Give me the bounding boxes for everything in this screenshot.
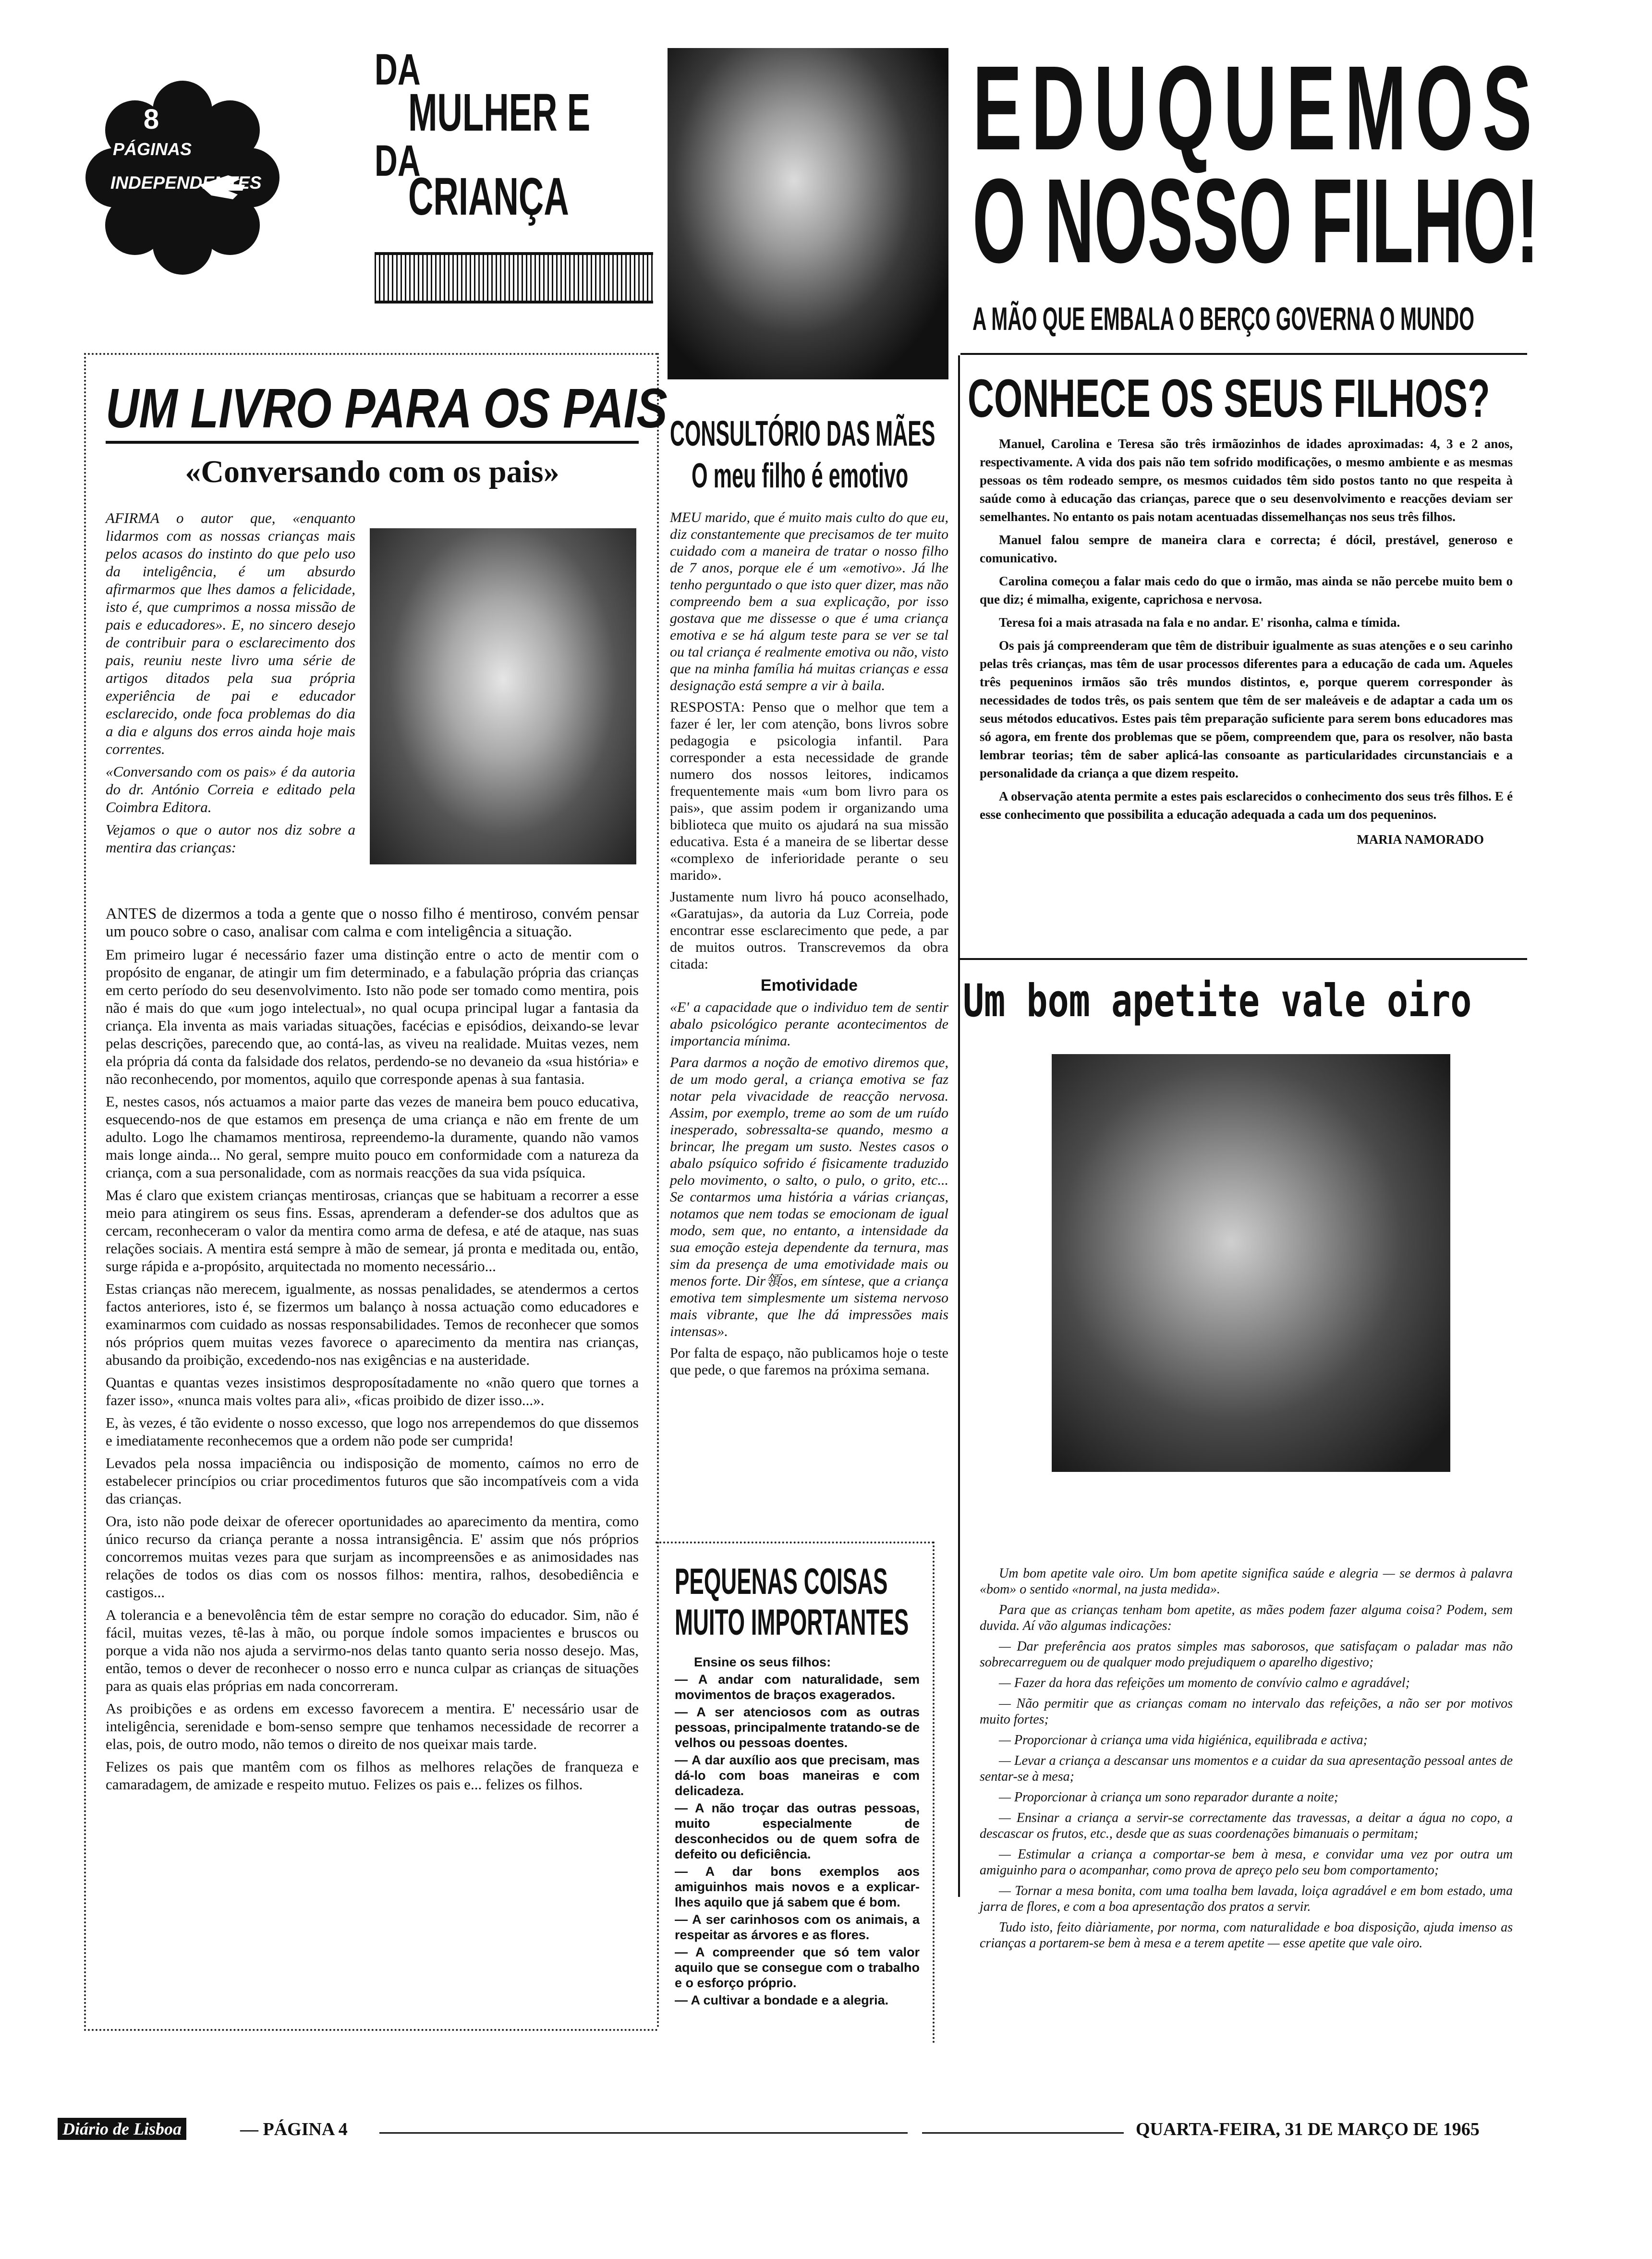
livro-body-p6: Quantas e quantas vezes insistimos desproposítadamente no «não quero que tornes a fazer isso», «nunca mais voltes para ali», «ficas proibido de dizer isso...». xyxy=(106,1374,639,1409)
apetite-closing: Tudo isto, feito diàriamente, por norma, com naturalidade e boa disposição, ajuda imenso as crianças a portarem-se bem à mesa e a terem apetite — esse apetite que vale oiro. xyxy=(980,1920,1513,1951)
footer-rule-left xyxy=(379,2132,908,2134)
consultorio-body xyxy=(670,509,948,1383)
livro-body-p8: Levados pela nossa impaciência ou indisposição de momento, caímos no erro de estabelecer princípios ou criar procedimentos futuros que são incompatíveis com a vida das crianças. xyxy=(106,1455,639,1507)
apetite-item-7: — Ensinar a criança a servir-se correctamente das travessas, a deitar a água no copo, a descascar os frutos, etc., desde que as suas coordenações bimanuais o permitam; xyxy=(980,1810,1513,1841)
headline-line2: O NOSSO FILHO! xyxy=(972,154,1539,288)
livro-frame-right xyxy=(657,353,659,2029)
photo-boy-plate xyxy=(1052,1054,1450,1472)
pequenas-item-5: — A dar bons exemplos aos amiguinhos mais novos e a explicar-lhes aquilo que já sabem que é bom. xyxy=(675,1864,920,1909)
badge-number: 8 xyxy=(143,104,159,135)
livro-intro-p1: AFIRMA o autor que, «enquanto lidarmos com as nossas crianças mais pelos acasos do instinto do que pelo uso da inteligência, é um absurdo afirmarmos que lhes damos a felicidade, isto é, que cumprimos a nossa missão de pais e educadores». E, no sincero desejo de contribuir para o esclarecimento dos pais, reuniu neste livro uma série de artigos ditados pela sua própria experiência de pai e educador esclarecido, onde foca problemas do dia a dia e alguns dos erros ainda hoje mais correntes. xyxy=(106,510,355,757)
consultorio-closing: Por falta de espaço, não publicamos hoje o teste que pede, o que faremos na próxima semana. xyxy=(670,1345,948,1378)
apetite-title: Um bom apetite vale oiro xyxy=(963,975,1472,1027)
conhece-title: CONHECE OS SEUS FILHOS? xyxy=(968,368,1490,428)
right-column-rule xyxy=(958,355,960,1897)
livro-frame-left xyxy=(84,353,86,2029)
pequenas-frame-top xyxy=(656,1542,934,1543)
consultorio-emotividade-p1: «E' a capacidade que o individuo tem de sentir abalo psicológico perante acontecimentos de importancia mínima. xyxy=(670,999,948,1049)
apetite-rule xyxy=(958,958,1527,960)
footer-rule-right xyxy=(922,2132,1124,2134)
livro-body-p3: E, nestes casos, nós actuamos a maior parte das vezes de maneira bem pouco educativa, esquecendo-nos de que estamos em presença de uma criança e não em frente de um adulto. Logo lhe chamamos mentirosa, repreendemo-la duramente, quando não vamos mais longe ainda... No geral, sempre muito pouco em conformidade com a natureza da criança, com a sua personalidade, com as normais reacções da sua vida psíquica. xyxy=(106,1093,639,1181)
apetite-item-1: — Dar preferência aos pratos simples mas saborosos, que satisfaçam o paladar mas não sobrecarreguem ou de qualquer modo prejudiquem o aparelho digestivo; xyxy=(980,1639,1513,1670)
pequenas-lead: Ensine os seus filhos: xyxy=(694,1655,831,1669)
consultorio-emotividade-title: Emotividade xyxy=(760,976,858,995)
apetite-item-2: — Fazer da hora das refeições um momento de convívio calmo e agradável; xyxy=(999,1676,1410,1690)
consultorio-subtitle: O meu filho é emotivo xyxy=(692,457,909,495)
livro-frame-bottom xyxy=(84,2029,658,2031)
livro-body-p7: E, às vezes, é tão evidente o nosso excesso, que logo nos arrependemos do que dissemos e imediatamente reconhecemos que a ordem não pode ser cumprida! xyxy=(106,1414,639,1449)
section-title xyxy=(375,45,653,240)
headline-subtitle: A MÃO QUE EMBALA O BERÇO GOVERNA O MUNDO xyxy=(972,301,1474,337)
section-title-line1: DA xyxy=(375,45,421,94)
pequenas-item-1: — A andar com naturalidade, sem movimentos de braços exagerados. xyxy=(675,1672,920,1702)
consultorio-answer-p1: RESPOSTA: Penso que o melhor que tem a fazer é ler, ler com atenção, bons livros sobre pedagogia e psicologia infantil. Para corresponder a esta necessidade de grande numero dos nossos leitores, indicamos frequentemente mais «um bom livro para os pais», que assim podem ir organizando uma biblioteca que muito os ajudará na sua missão educativa. Esta é a maneira de se libertar desse «complexo de inferioridade perante o seu marido». xyxy=(670,699,948,883)
livro-body-p12: Felizes os pais que mantêm com os filhos as melhores relações de franqueza e camaradagem, de amizade e respeito mutuo. Felizes os pais e... felizes os filhos. xyxy=(106,1758,639,1793)
pequenas-item-2: — A ser atenciosos com as outras pessoas, principalmente tratando-se de velhos ou pessoas doentes. xyxy=(675,1705,920,1750)
section-title-line4: CRIANÇA xyxy=(408,167,569,226)
photo-child-headline xyxy=(668,48,948,379)
footer-masthead: Diário de Lisboa xyxy=(58,2118,186,2140)
livro-body-p9: Ora, isto não pode deixar de oferecer oportunidades ao aparecimento da mentira, como único recurso da criança perante a nossa intransigência. E' assim que nós próprios concorremos muitas vezes para que surjam as incompreensões e as animosidades nas relações de todos os dias com os nossos filhos: mentira, ralhos, desobediência e castigos... xyxy=(106,1513,639,1601)
pequenas-item-8: — A cultivar a bondade e a alegria. xyxy=(675,1993,889,2007)
apetite-item-8: — Estimular a criança a comportar-se bem à mesa, e convidar uma vez por outra um amiguinho para o acompanhar, como prova de apreço pelo seu bom comportamento; xyxy=(980,1847,1513,1878)
conhece-p6: A observação atenta permite a estes pais esclarecidos o conhecimento dos seus três filhos. E é esse conhecimento que possibilita a educação adequada a cada um dos pequeninos. xyxy=(980,789,1513,822)
apetite-item-5: — Levar a criança a descansar uns momentos e a cuidar da sua apresentação pessoal antes de sentar-se à mesa; xyxy=(980,1753,1513,1784)
headline-line1: EDUQUEMOS xyxy=(972,41,1541,175)
apetite-item-3: — Não permitir que as crianças comam no intervalo das refeições, a não ser por motivos muito fortes; xyxy=(980,1696,1513,1727)
apetite-intro: Um bom apetite vale oiro. Um bom apetite significa saúde e alegria — se dermos à palavra «bom» o sentido «normal, na justa medida». xyxy=(980,1566,1513,1597)
pequenas-item-6: — A ser carinhosos com os animais, a respeitar as árvores e as flores. xyxy=(675,1912,920,1942)
apetite-question: Para que as crianças tenham bom apetite, as mães podem fazer alguma coisa? Podem, sem duvida. Aí vão algumas indicações: xyxy=(980,1603,1513,1633)
livro-frame-top xyxy=(84,353,658,355)
livro-intro-p2: «Conversando com os pais» é da autoria do dr. António Correia e editado pela Coimbra Editora. xyxy=(106,763,355,815)
section-title-line2: MULHER E xyxy=(408,83,591,142)
livro-body-p10: A tolerancia e a benevolência têm de estar sempre no coração do educador. Sim, não é fácil, muitas vezes, tê-las à mão, ou porque índole somos impacientes e bruscos ou porque a vida não nos ajuda a servirmo-nos delas tanto quanto seria nosso desejo. Mas, então, temos o dever de reconhecer o nosso erro e nunca culpar as crianças de situações para as quais elas próprias em nada concorreram. xyxy=(106,1606,639,1694)
pequenas-item-3: — A dar auxílio aos que precisam, mas dá-lo com boas maneiras e com delicadeza. xyxy=(675,1753,920,1798)
footer-page: — PÁGINA 4 xyxy=(240,2119,348,2139)
pequenas-item-7: — A compreender que só tem valor aquilo que se consegue com o trabalho e o esforço próprio. xyxy=(675,1945,920,1990)
pequenas-title-line2: MUITO IMPORTANTES xyxy=(675,1602,909,1643)
pequenas-list xyxy=(675,1654,920,2010)
pequenas-frame-right xyxy=(933,1542,935,2043)
livro-body-p2: Em primeiro lugar é necessário fazer uma distinção entre o acto de mentir com o propósito de enganar, de atingir um fim determinado, e a fabulação própria das crianças em certo período do seu desenvolvimento. Isto não pode ser tomado como mentira, pois não é mais do que «um jogo intelectual», no qual ocupa principal lugar a fantasia da criança. Ela inventa as mais variadas situações, facécias e episódios, deixando-se levar pelas descrições, parecendo que, ao contá-las, as viveu na realidade. Muitas vezes, nem ela própria dá conta da falsidade dos relatos, perdendo-se no devaneio da «sua história» e não reconhecendo, por momentos, aquilo que corresponde apenas à sua fantasia. xyxy=(106,946,639,1087)
headline-rule xyxy=(960,353,1527,355)
livro-body-p5: Estas crianças não merecem, igualmente, as nossas penalidades, se atendermos a certos factos anteriores, isto é, se fizermos um balanço à nossa actuação como educadores e examinarmos com cuidado as nossas responsabilidades. Temos de reconhecer que somos nós próprios quem muitas vezes favorece o aparecimento da mentira nas crianças, abusando da proibição, excedendo-nos nas exigências e na austeridade. xyxy=(106,1280,639,1368)
pequenas-item-4: — A não troçar das outras pessoas, muito especialmente de desconhecidos ou de quem sofra de defeito ou deficiência. xyxy=(675,1801,920,1861)
conhece-author: MARIA NAMORADO xyxy=(1357,832,1484,847)
livro-intro xyxy=(106,509,355,861)
conhece-p1: Manuel, Carolina e Teresa são três irmãozinhos de idades aproximadas: 4, 3 e 2 anos, respectivamente. A vida dos pais não tem sofrido modificações, o mesmo ambiente e as mesmas pessoas os têm rodeado sempre, os mesmos cuidados têm sido postos tanto no que respeita à saúde como à educação das crianças, parece que o seu desenvolvimento e reacções deviam ser semelhantes. No entanto os pais notam acentuadas dissemelhanças nos seus três filhos. xyxy=(980,437,1513,524)
livro-title-rule xyxy=(106,441,639,444)
section-title-ornament xyxy=(375,252,653,304)
consultorio-emotividade-p2: Para darmos a noção de emotivo diremos que, de um modo geral, a criança emotiva se faz notar pela vivacidade de reacção nervosa. Assim, por exemplo, treme ao som de um ruído inesperado, sobressalta-se quando, mesmo a brincar, lhe pregam um susto. Nestes casos o abalo psíquico sofrido é fisicamente traduzido pelo movimento, o salto, o pulo, o grito, etc... Se contarmos uma história a várias crianças, notamos que nem todas se emocionam de igual modo, sem que, no entanto, a intensidade da sua emoção esteja dependente da ternura, mas sim da presença de uma emotividade mais ou menos forte. Dir領os, em síntese, que a criança emotiva tem simplesmente um sistema nervoso mais vibrante, que lhe dá impressões mais intensas». xyxy=(670,1055,948,1339)
conhece-p4: Teresa foi a mais atrasada na fala e no andar. E' risonha, calma e tímida. xyxy=(999,615,1400,630)
conhece-p3: Carolina começou a falar mais cedo do que o irmão, mas ainda se não percebe muito bem o que diz; é mimalha, exigente, caprichosa e nervosa. xyxy=(980,574,1513,607)
consultorio-title: CONSULTÓRIO DAS MÃES xyxy=(670,413,935,453)
livro-body-p11: As proibições e as ordens em excesso favorecem a mentira. E' necessário usar de inteligência, serenidade e bom-senso sempre que tenhamos necessidade de recorrer a elas, pois, de outro modo, não temos o direito de nos queixar mais tarde. xyxy=(106,1700,639,1752)
footer-date: QUARTA-FEIRA, 31 DE MARÇO DE 1965 xyxy=(1136,2119,1480,2139)
pequenas-title-line1: PEQUENAS COISAS xyxy=(675,1561,888,1602)
conhece-body xyxy=(980,435,1513,853)
apetite-item-9: — Tornar a mesa bonita, com uma toalha bem lavada, loiça agradável e em bom estado, uma jarra de flores, e com a boa apresentação dos pratos a servir. xyxy=(980,1883,1513,1914)
livro-title: UM LIVRO PARA OS PAIS xyxy=(106,377,668,439)
section-title-line3: DA xyxy=(375,136,421,185)
conhece-p5: Os pais já compreenderam que têm de distribuir igualmente as suas atenções e o seu carinho pelas três crianças, mas têm de usar processos diferentes para a educação de cada um. Aqueles três pequeninos irmãos são três mundos distintos, e, porque querem corresponder às necessidades de todos três, os pais sentem que têm de ser maleáveis e de adaptar a cada um os seus métodos educativos. Estes pais têm preparação suficiente para serem bons educadores mas só agora, em frente dos problemas que se põem, compreendem que, para os resolver, não basta lembrar teorias; têm de saber aplicá-las consoante as particularidades circunstanciais e a personalidade da criança a que dizem respeito. xyxy=(980,638,1513,780)
apetite-body xyxy=(980,1566,1513,1956)
livro-intro-p3: Vejamos o que o autor nos diz sobre a mentira das crianças: xyxy=(106,821,355,856)
consultorio-question: MEU marido, que é muito mais culto do que eu, diz constantemente que precisamos de ter muito cuidado com a maneira de tratar o nosso filho de 7 anos, porque ele é um «emotivo». Já lhe tenho perguntado o que isto quer dizer, mas não compreendo bem a sua explicação, por isso gostava que me dissesse o que é uma criança emotiva e se há algum teste para se ver se tal ou tal criança é realmente emotiva ou não, visto que na minha família há muitas crianças e essa designação está sempre a vir à baila. xyxy=(670,510,948,693)
consultorio-answer-p2: Justamente num livro há pouco aconselhado, «Garatujas», da autoria da Luz Correia, pode encontrar esse esclarecimento que pede, a par de muitos outros. Transcrevemos da obra citada: xyxy=(670,889,948,972)
livro-subtitle: «Conversando com os pais» xyxy=(185,454,559,489)
photo-girl xyxy=(370,528,636,864)
livro-body-p4: Mas é claro que existem crianças mentirosas, crianças que se habituam a recorrer a esse meio para atingirem os seus fins. Essas, aprenderam a defender-se dos adultos que as cercam, reconheceram o valor da mentira como arma de defesa, e até de ataque, nas suas relações sociais. A mentira está sempre à mão de semear, já pronta e meditada ou, então, surge rápida e a-propósito, arquitectada no momento necessário... xyxy=(106,1187,639,1275)
apetite-item-6: — Proporcionar à criança um sono reparador durante a noite; xyxy=(999,1790,1338,1805)
livro-body xyxy=(106,905,639,1798)
apetite-item-4: — Proporcionar à criança uma vida higiénica, equilibrada e activa; xyxy=(999,1733,1368,1748)
livro-body-p1: ANTES de dizermos a toda a gente que o nosso filho é mentiroso, convém pensar um pouco sobre o caso, analisar com calma e com inteligência a situação. xyxy=(106,905,639,940)
conhece-p2: Manuel falou sempre de maneira clara e correcta; é dócil, prestável, generoso e comunicativo. xyxy=(980,533,1513,565)
badge-line2: INDEPENDENTES xyxy=(110,173,262,193)
badge-line1: PÁGINAS xyxy=(113,139,192,159)
